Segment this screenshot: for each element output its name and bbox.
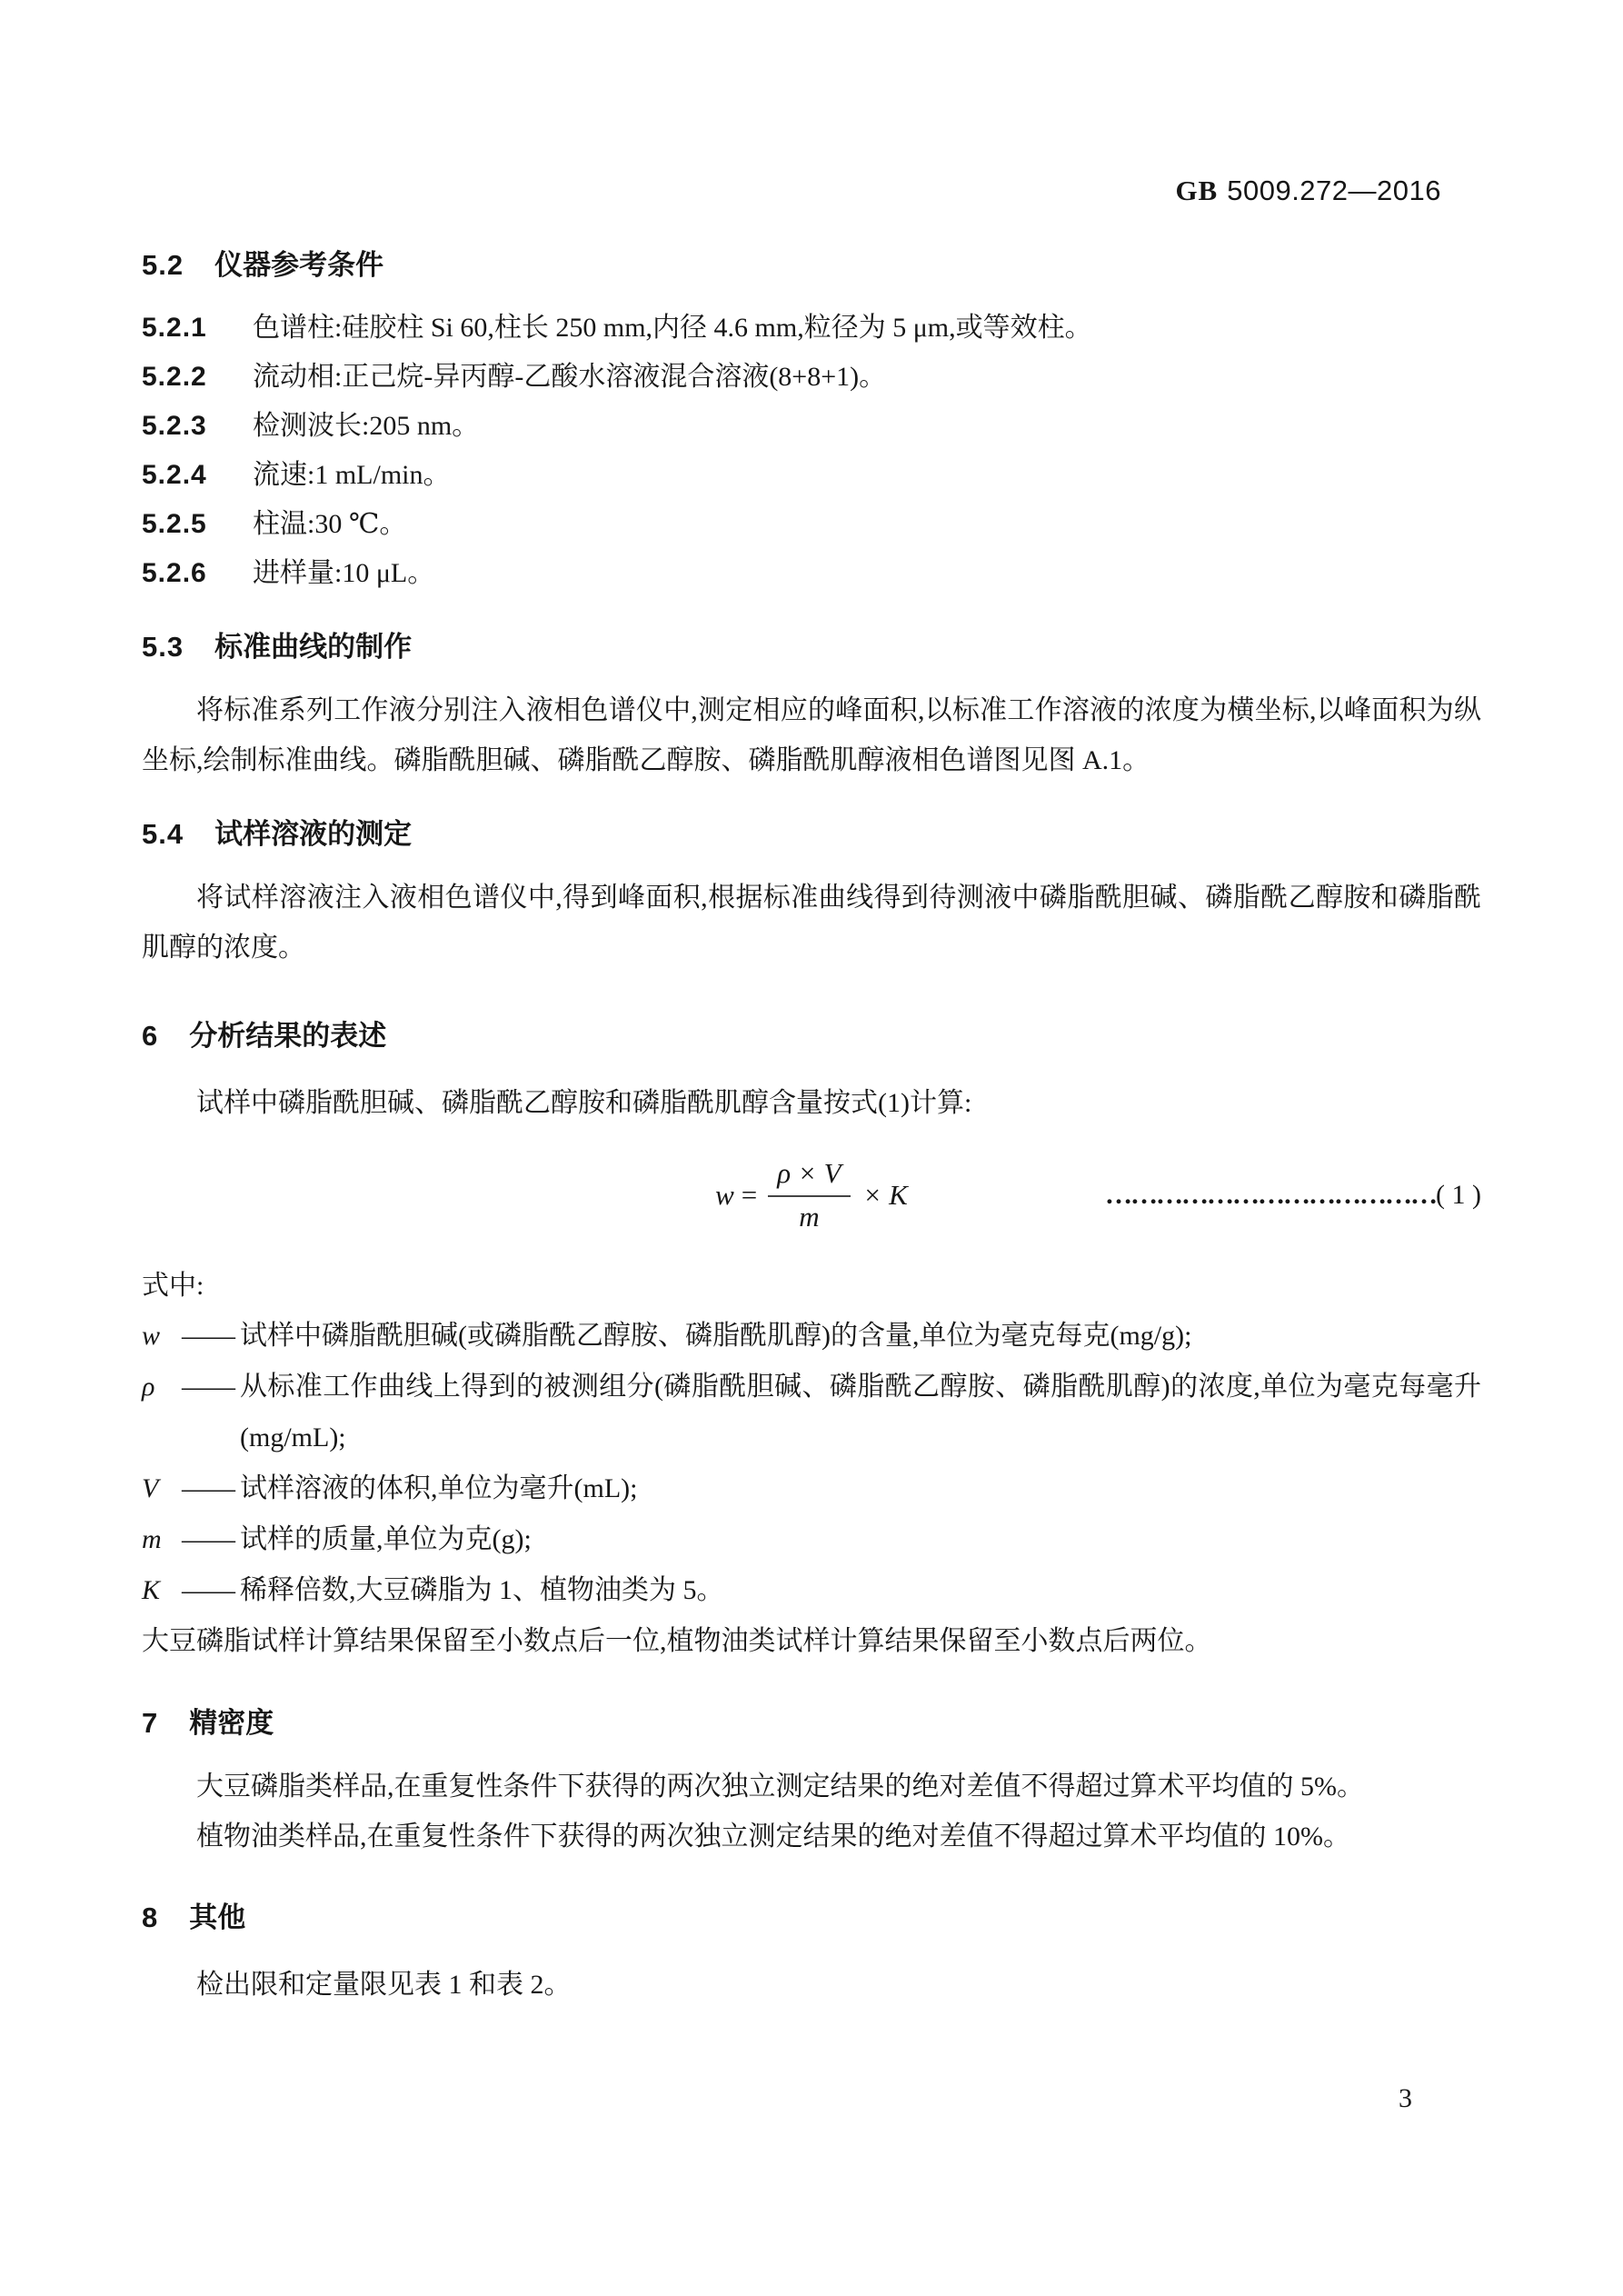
equation-equals-sign: = [741, 1179, 758, 1211]
definition-m-symbol: m [142, 1524, 162, 1554]
heading-6-title: 分析结果的表述 [189, 1020, 387, 1052]
clause-5-2-2-text: 流动相:正己烷-异丙醇-乙酸水溶液混合溶液(8+8+1)。 [253, 362, 887, 392]
result-rounding-note: 大豆磷脂试样计算结果保留至小数点后一位,植物油类试样计算结果保留至小数点后两位。 [142, 1626, 1212, 1656]
definition-dash: —— [182, 1473, 234, 1503]
definition-K-symbol: K [142, 1575, 161, 1605]
standard-number: 5009.272—2016 [1227, 175, 1441, 206]
clause-5-2-5-number: 5.2.5 [142, 509, 207, 539]
heading-8-number: 8 [142, 1902, 159, 1933]
heading-7-number: 7 [142, 1707, 159, 1739]
heading-5-3-number: 5.3 [142, 631, 184, 663]
clause-5-2-3-text: 检测波长:205 nm。 [253, 411, 480, 441]
definition-K [142, 1565, 1481, 1616]
paragraph-8: 检出限和定量限见表 1 和表 2。 [196, 1970, 572, 2000]
definition-dash: —— [182, 1575, 234, 1605]
equation-leader-dots: ………………………………… [1105, 1180, 1437, 1210]
clause-5-2-6-number: 5.2.6 [142, 558, 207, 588]
definition-V [142, 1463, 1481, 1514]
clause-5-2-2 [142, 353, 1481, 402]
definition-V-symbol: V [142, 1473, 159, 1503]
definition-V-text: 试样溶液的体积,单位为毫升(mL); [240, 1473, 638, 1503]
definition-dash: —— [182, 1321, 234, 1351]
precision-paragraph-soy: 大豆磷脂类样品,在重复性条件下获得的两次独立测定结果的绝对差值不得超过算术平均值的 5%。 [196, 1772, 1364, 1802]
heading-5-4 [142, 816, 1481, 853]
clause-5-2-3 [142, 402, 1481, 451]
clause-5-2-1 [142, 304, 1481, 353]
definition-rho [142, 1362, 1481, 1463]
heading-5-4-title: 试样溶液的测定 [214, 818, 413, 850]
paragraph-5-4: 将试样溶液注入液相色谱仪中,得到峰面积,根据标准曲线得到待测液中磷脂酰胆碱、磷脂酰乙醇胺和磷脂酰肌醇的浓度。 [142, 883, 1481, 963]
paragraph-5-3: 将标准系列工作液分别注入液相色谱仪中,测定相应的峰面积,以标准工作溶液的浓度为横坐标,以峰面积为纵坐标,绘制标准曲线。磷脂酰胆碱、磷脂酰乙醇胺、磷脂酰肌醇液相色谱图见图 A.1。 [142, 695, 1481, 775]
equation-numerator: ρ × V [768, 1157, 850, 1197]
clause-5-2-5-text: 柱温:30 ℃。 [253, 509, 407, 539]
heading-5-2-title: 仪器参考条件 [214, 249, 384, 281]
heading-5-2-number: 5.2 [142, 249, 184, 281]
heading-5-4-number: 5.4 [142, 818, 184, 850]
clause-5-2-3-number: 5.2.3 [142, 411, 207, 441]
heading-8 [142, 1900, 1481, 1936]
definition-w-text: 试样中磷脂酰胆碱(或磷脂酰乙醇胺、磷脂酰肌醇)的含量,单位为毫克每克(mg/g); [240, 1321, 1192, 1351]
heading-7 [142, 1705, 1481, 1742]
clause-5-2-4 [142, 451, 1481, 500]
definition-rho-symbol: ρ [142, 1372, 155, 1402]
equation-factor: × K [862, 1179, 908, 1211]
definition-dash: —— [182, 1524, 234, 1554]
heading-5-3 [142, 629, 1481, 665]
clause-5-2-1-text: 色谱柱:硅胶柱 Si 60,柱长 250 mm,内径 4.6 mm,粒径为 5 μm,或等效柱。 [253, 313, 1092, 343]
heading-8-title: 其他 [189, 1902, 246, 1933]
definition-rho-text: 从标准工作曲线上得到的被测组分(磷脂酰胆碱、磷脂酰乙醇胺、磷脂酰肌醇)的浓度,单位为毫克每毫升(mg/mL); [240, 1372, 1481, 1452]
formula-intro: 试样中磷脂酰胆碱、磷脂酰乙醇胺和磷脂酰肌醇含量按式(1)计算: [196, 1088, 972, 1118]
heading-7-title: 精密度 [189, 1707, 274, 1739]
heading-5-2 [142, 247, 1481, 284]
clause-5-2-6-text: 进样量:10 μL。 [253, 558, 435, 588]
equation-lhs: w [715, 1179, 734, 1211]
definition-K-text: 稀释倍数,大豆磷脂为 1、植物油类为 5。 [240, 1575, 724, 1605]
clause-5-2-1-number: 5.2.1 [142, 313, 207, 343]
equation-1 [142, 1144, 1481, 1246]
definition-w [142, 1311, 1481, 1362]
clause-5-2-4-text: 流速:1 mL/min。 [253, 460, 451, 490]
definition-m [142, 1514, 1481, 1565]
clause-5-2-5 [142, 500, 1481, 549]
clause-5-2-4-number: 5.2.4 [142, 460, 207, 490]
clause-5-2-2-number: 5.2.2 [142, 362, 207, 392]
heading-6-number: 6 [142, 1020, 159, 1052]
symbol-definition-list [142, 1311, 1481, 1616]
equation-fraction [768, 1157, 850, 1233]
page-number: 3 [1399, 2083, 1412, 2113]
clause-5-2-6 [142, 549, 1481, 598]
standard-number-header [142, 173, 1481, 209]
heading-6 [142, 1018, 1481, 1054]
where-label: 式中: [142, 1271, 204, 1301]
definition-dash: —— [182, 1372, 234, 1402]
definition-m-text: 试样的质量,单位为克(g); [240, 1524, 532, 1554]
standard-prefix: GB [1175, 175, 1219, 206]
precision-paragraph-oil: 植物油类样品,在重复性条件下获得的两次独立测定结果的绝对差值不得超过算术平均值的 10%。 [196, 1822, 1350, 1852]
equation-number-label: ( 1 ) [1436, 1180, 1481, 1210]
clause-list-5-2 [142, 304, 1481, 598]
equation-denominator: m [799, 1201, 820, 1233]
equation-1-reference [1105, 1180, 1481, 1211]
definition-w-symbol: w [142, 1321, 161, 1351]
heading-5-3-title: 标准曲线的制作 [214, 631, 413, 663]
